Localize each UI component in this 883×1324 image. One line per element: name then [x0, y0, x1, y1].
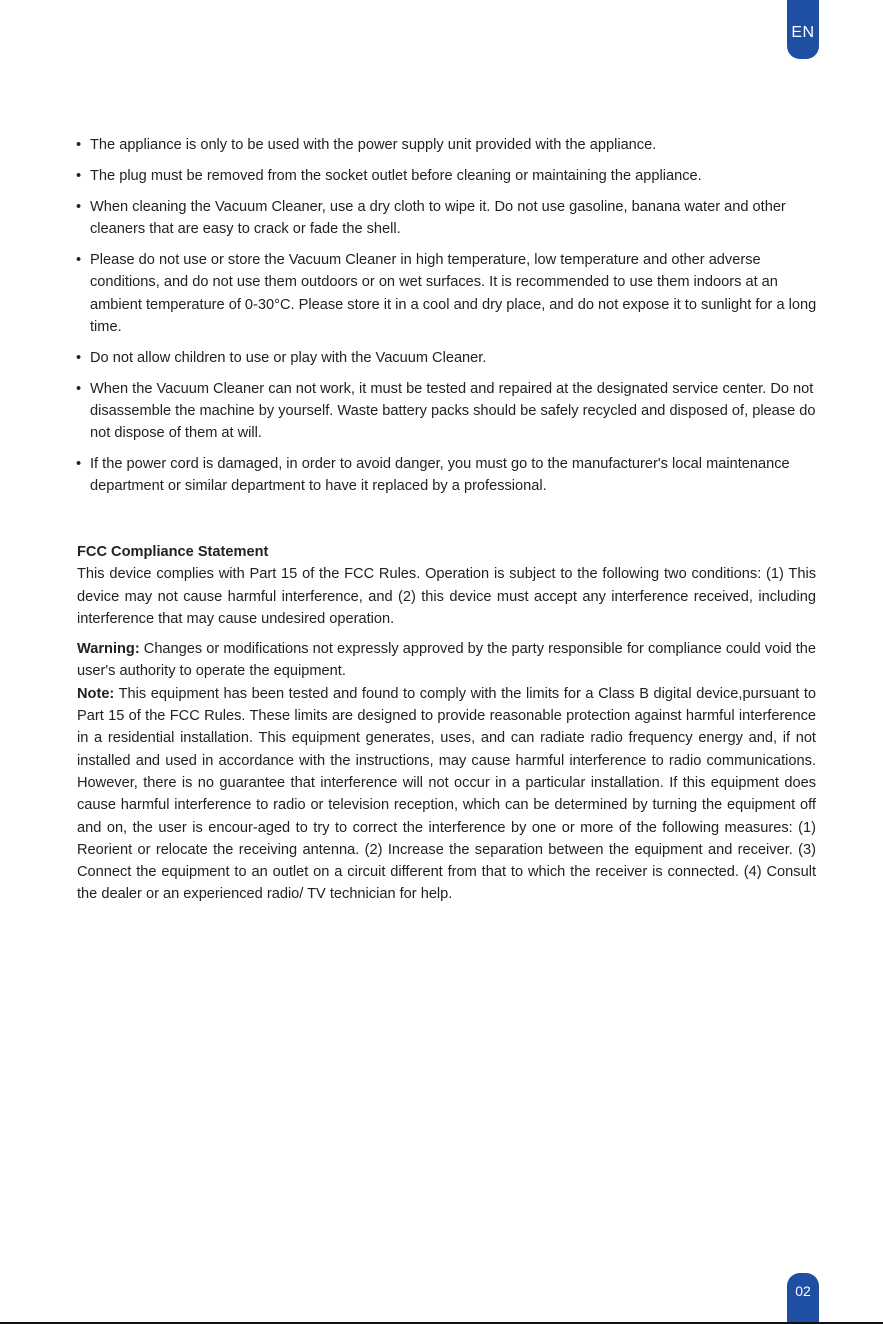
fcc-warning-paragraph	[77, 638, 816, 683]
bullet-icon: •	[76, 380, 82, 397]
warning-text: Changes or modifications not expressly approved by the party responsible for compliance could void the user's authority to operate the equipment.	[77, 641, 816, 680]
list-item	[76, 347, 821, 369]
safety-instructions-list	[76, 134, 821, 506]
fcc-compliance-section	[77, 541, 816, 906]
list-item	[76, 134, 821, 156]
list-item-text: When cleaning the Vacuum Cleaner, use a dry cloth to wipe it. Do not use gasoline, banana water and other cleaners that are easy to crack or fade the shell.	[90, 198, 786, 238]
language-tab	[787, 0, 819, 59]
note-text: This equipment has been tested and found to comply with the limits for a Class B digital device,pursuant to Part 15 of the FCC Rules. These limits are designed to provide reasonable protection against harmful interference in a residential installation. This equipment generates, uses, and can radiate radio frequency energy and, if not installed and used in accordance with the instructions, may cause harmful interference to radio communications. However, there is no guarantee that interference will not occur in a particular installation. If this equipment does cause harmful interference to radio or television reception, which can be determined by turning the equipment off and on, the user is encour-aged to try to correct the interference by one or more of the following measures: (1) Reorient or relocate the receiving antenna. (2) Increase the separation between the equipment and receiver. (3) Connect the equipment to an outlet on a circuit different from that to which the receiver is connected. (4) Consult the dealer or an experienced radio/ TV technician for help.	[77, 685, 817, 903]
bullet-icon: •	[76, 349, 82, 366]
list-item	[76, 249, 821, 338]
list-item	[76, 196, 821, 241]
list-item-text: The appliance is only to be used with the power supply unit provided with the appliance.	[90, 137, 657, 153]
list-item	[76, 453, 821, 498]
list-item-text: If the power cord is damaged, in order to avoid danger, you must go to the manufacturer's local maintenance department or similar department to have it replaced by a professional.	[90, 456, 790, 495]
warning-label: Warning:	[77, 641, 140, 658]
list-item-text: The plug must be removed from the socket outlet before cleaning or maintaining the appliance.	[90, 167, 702, 184]
list-item-text: When the Vacuum Cleaner can not work, it must be tested and repaired at the designated service center. Do not disassemble the machine by yourself. Waste battery packs should be safely recycled and disposed of, please do not dispose of them at will.	[90, 380, 816, 442]
note-label: Note:	[77, 685, 115, 702]
bullet-icon: •	[76, 251, 82, 268]
language-tab-label: EN	[791, 24, 815, 41]
fcc-intro-paragraph: This device complies with Part 15 of the FCC Rules. Operation is subject to the following two conditions: (1) This device may not cause harmful interference, and (2) this device must accept any interference received, including interference that may cause undesired operation.	[77, 566, 816, 627]
bullet-icon: •	[76, 456, 82, 473]
list-item	[76, 378, 821, 445]
page-number: 02	[795, 1283, 811, 1299]
list-item	[76, 165, 821, 187]
fcc-title: FCC Compliance Statement	[77, 544, 269, 560]
fcc-note-paragraph	[77, 683, 816, 906]
bullet-icon: •	[76, 137, 82, 153]
list-item-text: Please do not use or store the Vacuum Cleaner in high temperature, low temperature and other adverse conditions, and do not use them outdoors or on wet surfaces. It is recommended to use them indoors at an ambient temperature of 0-30°C. Please store it in a cool and dry place, and do not expose it to sunlight for a long time.	[90, 251, 817, 335]
page-number-tab	[787, 1273, 819, 1324]
list-item-text: Do not allow children to use or play with the Vacuum Cleaner.	[90, 349, 487, 366]
bullet-icon: •	[76, 198, 82, 215]
bullet-icon: •	[76, 167, 82, 184]
